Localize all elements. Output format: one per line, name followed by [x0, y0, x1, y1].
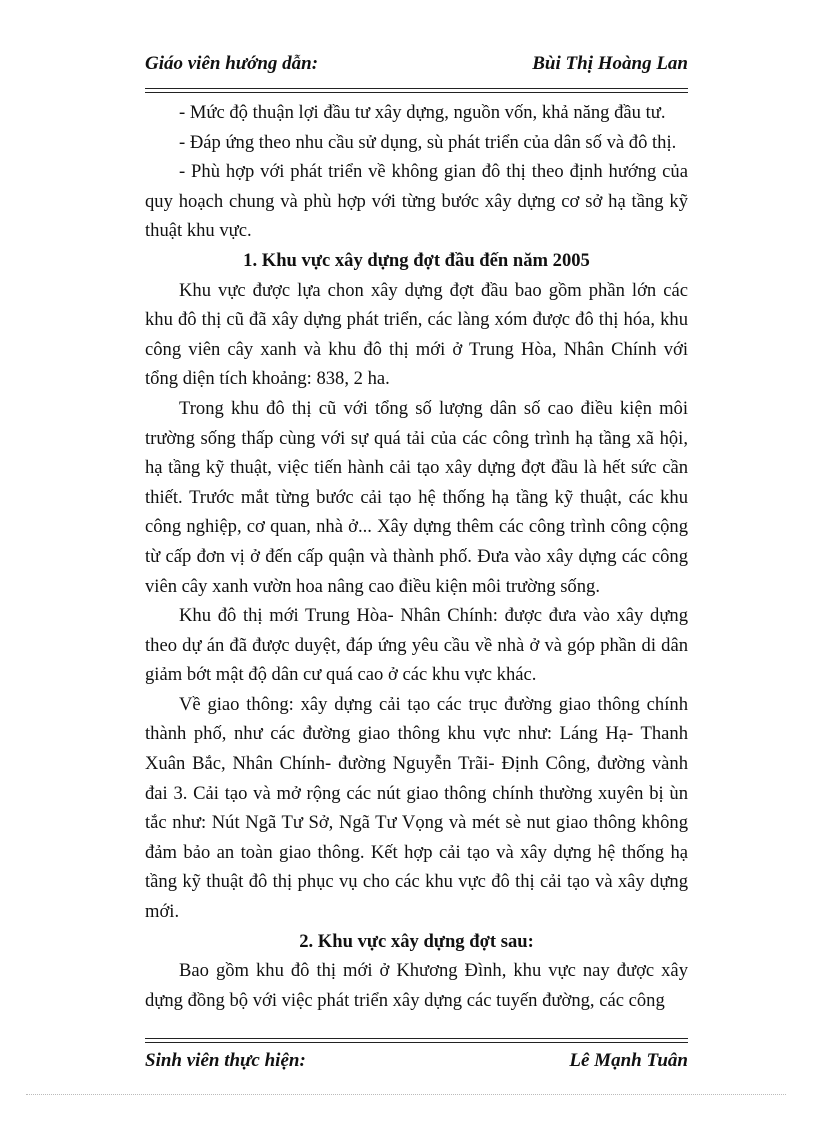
section-heading: 1. Khu vực xây dựng đợt đầu đến năm 2005	[243, 249, 590, 271]
page-edge-divider	[26, 1094, 786, 1095]
paragraph: Bao gồm khu đô thị mới ở Khương Đình, khu vực nay được xây dựng đồng bộ với việc phát triển xây dựng các tuyến đường, các công	[145, 960, 688, 1011]
paragraph: Khu vực được lựa chon xây dựng đợt đầu bao gồm phần lớn các khu đô thị cũ đã xây dựng phát triển, các làng xóm được đô thị hóa, khu công viên cây xanh và khu đô thị mới ở Trung Hòa, Nhân Chính với tổng diện tích khoảng: 838, 2 ha.	[145, 279, 688, 390]
footer-divider	[145, 1038, 688, 1043]
paragraph: - Đáp ứng theo nhu cầu sử dụng, sù phát triển của dân số và đô thị.	[179, 131, 677, 153]
supervisor-name: Bùi Thị Hoàng Lan	[532, 53, 688, 74]
section-heading: 2. Khu vực xây dựng đợt sau:	[299, 930, 534, 952]
paragraph: Khu đô thị mới Trung Hòa- Nhân Chính: được đưa vào xây dựng theo dự án đã được duyệt, đáp ứng yêu cầu về nhà ở và góp phần di dân giảm bớt mật độ dân cư quá cao ở các khu vực khác.	[145, 605, 688, 686]
student-name: Lê Mạnh Tuân	[569, 1050, 688, 1071]
paragraph: Về giao thông: xây dựng cải tạo các trục đường giao thông chính thành phố, như các đường giao thông khu vực như: Láng Hạ- Thanh Xuân Bắc, Nhân Chính- đường Nguyễn Trãi- Định Công, đường vành đai 3. Cải tạo và mở rộng các nút giao thông chính thường xuyên bị ùn tắc như: Nút Ngã Tư Sở, Ngã Tư Vọng và mét sè nut giao thông không đảm bảo an toàn giao thông. Kết hợp cải tạo và xây dựng hệ thống hạ tầng kỹ thuật đô thị phục vụ cho các khu vực đô thị cải tạo và xây dựng mới.	[145, 693, 688, 923]
supervisor-label: Giáo viên hướng dẫn:	[145, 53, 319, 74]
header-divider	[145, 88, 688, 93]
document-body	[145, 98, 688, 1015]
paragraph: - Mức độ thuận lợi đầu tư xây dựng, nguồn vốn, khả năng đầu tư.	[179, 102, 666, 123]
student-label: Sinh viên thực hiện:	[145, 1050, 306, 1071]
page-footer	[145, 1047, 688, 1075]
page-header	[145, 50, 688, 78]
paragraph: Trong khu đô thị cũ với tổng số lượng dân số cao điều kiện môi trường sống thấp cùng với sự quá tải của các công trình hạ tầng xã hội, hạ tầng kỹ thuật, việc tiến hành cải tạo xây dựng đợt đầu là hết sức cần thiết. Trước mắt từng bước cải tạo hệ thống hạ tầng kỹ thuật, các khu công nghiệp, cơ quan, nhà ở... Xây dựng thêm các công trình công cộng từ cấp đơn vị ở đến cấp quận và thành phố. Đưa vào xây dựng các công viên cây xanh vườn hoa nâng cao điều kiện môi trường sống.	[145, 397, 688, 597]
paragraph: - Phù hợp với phát triển về không gian đô thị theo định hướng của quy hoạch chung và phù hợp với từng bước xây dựng cơ sở hạ tầng kỹ thuật khu vực.	[145, 161, 688, 242]
